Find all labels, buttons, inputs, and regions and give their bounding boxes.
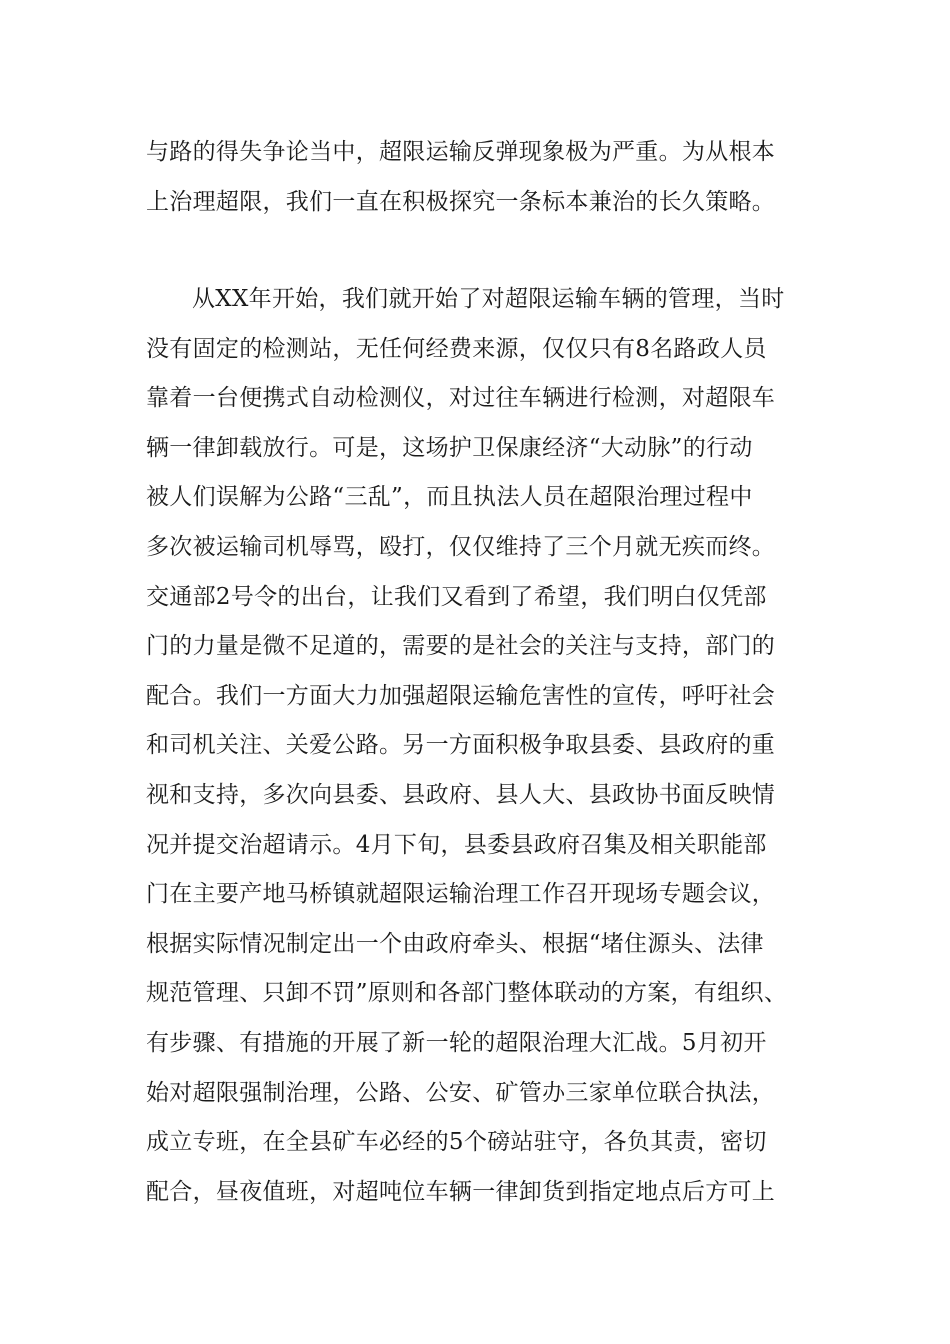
text-line: 和司机关注、关爱公路。另一方面积极争取县委、县政府的重 (146, 732, 776, 759)
text-line: 没有固定的检测站，无任何经费来源，仅仅只有8名路政人员 (146, 335, 767, 362)
text-line: 始对超限强制治理，公路、公安、矿管办三家单位联合执法， (146, 1079, 776, 1106)
text-line: 况并提交治超请示。4月下旬，县委县政府召集及相关职能部 (146, 831, 767, 858)
text-line: 根据实际情况制定出一个由政府牵头、根据“堵住源头、法律 (146, 930, 764, 957)
text-line: 靠着一台便携式自动检测仪，对过往车辆进行检测，对超限车 (146, 385, 776, 412)
text-line: 门在主要产地马桥镇就超限运输治理工作召开现场专题会议， (146, 881, 776, 908)
text-line: 与路的得失争论当中，超限运输反弹现象极为严重。为从根本 (146, 139, 776, 165)
text-line: 交通部2号令的出台，让我们又看到了希望，我们明白仅凭部 (146, 583, 767, 610)
text-line: 视和支持，多次向县委、县政府、县人大、县政协书面反映情 (146, 781, 776, 808)
text-line: 被人们误解为公路“三乱”，而且执法人员在超限治理过程中 (146, 484, 753, 511)
text-line: 有步骤、有措施的开展了新一轮的超限治理大汇战。5月初开 (146, 1029, 767, 1056)
text-line: 从XX年开始，我们就开始了对超限运输车辆的管理，当时 (192, 286, 785, 312)
text-line: 门的力量是微不足道的，需要的是社会的关注与支持，部门的 (146, 633, 776, 660)
text-line: 成立专班，在全县矿车必经的5个磅站驻守，各负其责，密切 (146, 1129, 767, 1156)
text-line: 多次被运输司机辱骂，殴打，仅仅维持了三个月就无疾而终。 (146, 533, 776, 560)
text-line: 配合，昼夜值班，对超吨位车辆一律卸货到指定地点后方可上 (146, 1178, 776, 1205)
text-line: 上治理超限，我们一直在积极探究一条标本兼治的长久策略。 (146, 188, 776, 215)
paragraph-1 (146, 128, 826, 227)
text-line: 规范管理、只卸不罚”原则和各部门整体联动的方案，有组织、 (146, 980, 788, 1007)
paragraph-2 (146, 275, 826, 1217)
text-line: 配合。我们一方面大力加强超限运输危害性的宣传，呼吁社会 (146, 682, 776, 709)
text-line: 辆一律卸载放行。可是，这场护卫保康经济“大动脉”的行动 (146, 434, 753, 461)
